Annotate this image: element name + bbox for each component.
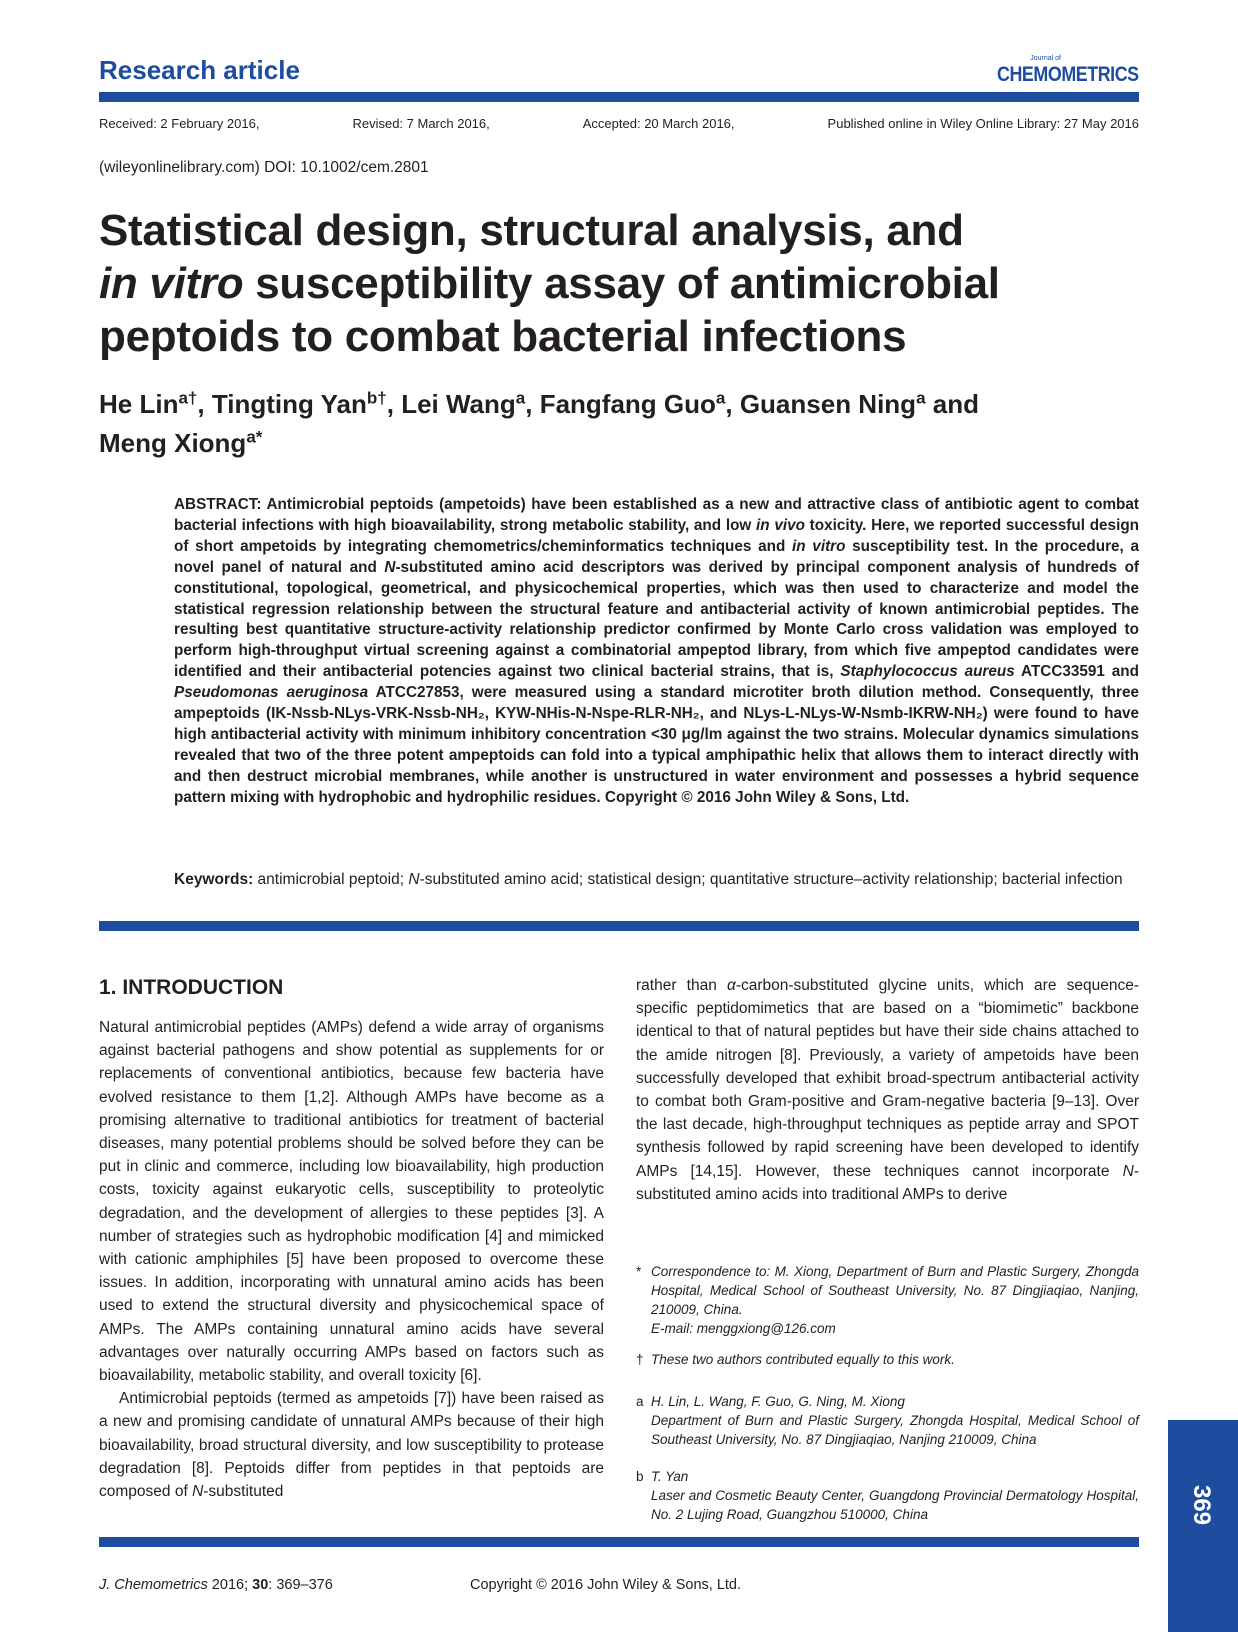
- author-affil-mark: a: [515, 388, 526, 407]
- footnote-mark: *: [636, 1264, 642, 1279]
- abstract-text: -substituted amino acid descriptors was derived by principal component analysis of hundreds of constitutional, topological, geometrical, and physicochemical properties, which was then used to characterize and model the statistical regression relationship between the structural feature and antibacterial activity of known antimicrobial peptides. The resulting best quantitative structure-activity relationship predictor confirmed by Monte Carlo cross validation was employed to perform high-throughput virtual screening against a combinatorial ampeptod library, from which five ampeptod candidates were identified and their antibacterial potencies against two clinical bacterial strains, that is,: [174, 558, 1140, 681]
- title-line-2-rest: susceptibility assay of antimicrobial: [243, 259, 1000, 308]
- author-affil-mark: b†: [366, 388, 387, 407]
- author-name: Tingting Yan: [211, 388, 367, 419]
- abstract-text: ATCC33591 and: [1014, 663, 1139, 681]
- revised-date: Revised: 7 March 2016,: [352, 116, 490, 131]
- author: [740, 389, 979, 419]
- author: [540, 389, 740, 419]
- author: [99, 389, 212, 419]
- author-affil-mark: a*: [246, 427, 263, 447]
- keywords: [174, 869, 1139, 890]
- abstract-italic: in vitro: [792, 537, 846, 555]
- accepted-date: Accepted: 20 March 2016,: [582, 116, 735, 131]
- author-affil-mark: a†: [178, 388, 198, 407]
- title-line-3: peptoids to combat bacterial infections: [99, 312, 907, 361]
- article-type-label: Research article: [99, 55, 300, 85]
- footer-rule: [99, 1537, 1139, 1547]
- right-column: [636, 974, 1139, 1206]
- footer-volume: 30: [252, 1577, 269, 1593]
- footnote-equal-contribution: [636, 1350, 1139, 1369]
- abstract-italic: in vivo: [756, 516, 805, 534]
- keywords-text: antimicrobial peptoid;: [253, 871, 409, 888]
- left-column: [99, 1016, 604, 1503]
- intro-paragraph-1: Natural antimicrobial peptides (AMPs) defend a wide array of organisms against bacterial pathogens and show potential as supplements for or replacements of conventional antibiotics, because few bacteria have evolved resistance to them [1,2]. Although AMPs have become as a promising alternative to traditional antibiotics for treatment of bacterial diseases, many potential problems should be solved before they can be put in clinic and commerce, including low bioavailability, high production costs, toxicity against eukaryotic cells, susceptibility to proteolytic degradation, and the development of allergies to these peptides [3]. A number of strategies such as hydrophobic modification [4] and mimicked with cationic amphiphiles [5] have been proposed to overcome these issues. In addition, incorporating with unnatural amino acids has been used to extend the structural diversity and physicochemical space of AMPs. The AMPs containing unnatural amino acids have several advantages over naturally occurring AMPs based on factors such as bioavailability, metabolic stability, and overall toxicity [6].: [99, 1019, 604, 1385]
- footer-pages: : 369–376: [268, 1577, 333, 1593]
- equal-contribution-text: These two authors contributed equally to this work.: [651, 1352, 955, 1367]
- paragraph-text: -carbon-substituted glycine units, which are sequence-specific peptidomimetics that are based on a “biomimetic” backbone identical to that of natural peptides but have their side chains attached to the amide nitrogen [8]. Previously, a variety of ampetoids have been successfully developed that exhibit broad-spectrum antibacterial activity to combat both Gram-positive and Gram-negative bacteria [9–13]. Over the last decade, high-throughput techniques as peptide array and SPOT synthesis followed by rapid screening have been developed to identify AMPs [14,15]. However, these techniques cannot incorporate: [636, 977, 1139, 1180]
- author: [212, 389, 401, 419]
- author-name: He Lin: [99, 388, 179, 419]
- abstract-text: toxicity. Here, we reported successful design of short ampetoids by integrating chemometrics/cheminformatics techniques and: [174, 516, 1140, 555]
- footer-copyright: Copyright © 2016 John Wiley & Sons, Ltd.: [470, 1577, 742, 1593]
- correspondence-email[interactable]: E-mail: menggxiong@126.com: [651, 1321, 836, 1336]
- footnote-mark: b: [636, 1469, 644, 1484]
- author-separator: and: [925, 388, 979, 419]
- author-separator: ,: [525, 388, 540, 419]
- abstract: [174, 495, 1139, 809]
- journal-logo-name: CHEMOMETRICS: [997, 63, 1139, 86]
- author: [99, 428, 262, 458]
- author-name: Meng Xiong: [99, 428, 247, 459]
- paragraph-text: rather than: [636, 977, 727, 994]
- author-separator: ,: [386, 388, 402, 419]
- footnote-mark: †: [636, 1352, 644, 1367]
- affiliation-a-authors: H. Lin, L. Wang, F. Guo, G. Ning, M. Xiong: [651, 1394, 905, 1409]
- title-line-2: [99, 257, 1149, 310]
- paragraph-text: -substituted: [203, 1483, 284, 1501]
- alpha-symbol: α: [726, 977, 736, 994]
- keywords-text: -substituted amino acid; statistical design; quantitative structure–activity relationship; bacterial infection: [419, 871, 1123, 888]
- affiliation-b-authors: T. Yan: [651, 1469, 689, 1484]
- page-number: [1176, 1475, 1226, 1535]
- abstract-italic: Staphylococcus aureus: [840, 663, 1015, 681]
- article-title: [99, 204, 1149, 363]
- page-number-text: 369: [1187, 1484, 1215, 1526]
- paragraph-italic: N: [1122, 1162, 1134, 1180]
- title-line-1: Statistical design, structural analysis, and: [99, 206, 964, 255]
- header-rule: [99, 92, 1139, 102]
- abstract-text: susceptibility test. In the procedure, a novel panel of natural and: [174, 537, 1139, 576]
- author-name: Fangfang Guo: [539, 388, 716, 419]
- affiliation-a-address: Department of Burn and Plastic Surgery, Zhongda Hospital, Medical School of Southeast University, No. 87 Dingjiaqiao, Nanjing 210009, China: [651, 1413, 1139, 1447]
- received-date: Received: 2 February 2016,: [99, 116, 260, 131]
- paragraph-text: Antimicrobial peptoids (termed as ampetoids [7]) have been raised as a new and promising candidate of unnatural AMPs because of their high bioavailability, broad structural diversity, and low susceptibility to protease degradation [8]. Peptoids differ from peptides in that peptoids are composed of: [99, 1390, 604, 1501]
- abstract-text: ATCC27853, were measured using a standard microtiter broth dilution method. Consequently, three ampeptoids (IK-Nssb-NLys-VRK-Nssb-NH₂, KYW-NHis-N-Nspe-RLR-NH₂, and NLys-L-NLys-W-Nsmb-IKRW-NH₂) were found to have high antibacterial activity with minimum inhibitory concentration <30 μg/lm against the two strains. Molecular dynamics simulations revealed that two of the three potent ampeptoids can fold into a typical amphipathic helix that allows them to interact directly with and then destruct microbial membranes, while another is unstructured in water environment and possesses a hybrid sequence pattern mixing with hydrophobic and hydrophilic residues. Copyright © 2016 John Wiley & Sons, Ltd.: [174, 684, 1139, 806]
- doi-line: (wileyonlinelibrary.com) DOI: 10.1002/cem.2801: [99, 159, 429, 176]
- author-separator: ,: [725, 388, 740, 419]
- footnote-mark: a: [636, 1394, 644, 1409]
- affiliation-b-address: Laser and Cosmetic Beauty Center, Guangdong Provincial Dermatology Hospital, No. 2 Lujing Road, Guangzhou 510000, China: [651, 1488, 1139, 1522]
- abstract-text: ABSTRACT: Antimicrobial peptoids (ampetoids) have been established as a new and attractive class of antibiotic agent to combat bacterial infections with high bioavailability, strong metabolic stability, and low: [174, 496, 1139, 534]
- footnote-affiliation-a: [636, 1392, 1139, 1449]
- author-separator: ,: [197, 388, 212, 419]
- correspondence-text: Correspondence to: M. Xiong, Department of Burn and Plastic Surgery, Zhongda Hospital, Medical School of Southeast University, No. 87 Dingjiaqiao, Nanjing, 210009, China.: [651, 1264, 1139, 1317]
- section-heading: 1. INTRODUCTION: [99, 976, 284, 999]
- keywords-label: Keywords:: [174, 871, 254, 888]
- paragraph-text: -substituted amino acids into traditional AMPs to derive: [636, 1162, 1139, 1203]
- abstract-italic: N: [384, 558, 396, 576]
- section-rule: [99, 921, 1139, 931]
- title-italic: in vitro: [99, 259, 244, 308]
- footnote-correspondence: [636, 1262, 1139, 1338]
- history-dates: [99, 116, 1139, 131]
- author-list: [99, 381, 1159, 460]
- intro-paragraph-2: [99, 1387, 604, 1503]
- author: [401, 389, 540, 419]
- published-date: Published online in Wiley Online Library: 27 May 2016: [827, 116, 1139, 131]
- footer-citation: [99, 1577, 333, 1593]
- author-affil-mark: a: [916, 388, 926, 407]
- abstract-italic: Pseudomonas aeruginosa: [174, 684, 369, 702]
- footer-year: 2016;: [207, 1577, 253, 1593]
- author-affil-mark: a: [715, 388, 726, 407]
- keywords-italic: N: [408, 871, 420, 888]
- journal-logo: [972, 55, 1139, 87]
- author-name: Guansen Ning: [739, 388, 917, 419]
- footnote-affiliation-b: [636, 1467, 1139, 1524]
- author-name: Lei Wang: [401, 388, 516, 419]
- journal-logo-prefix: Journal of: [1030, 55, 1061, 62]
- paragraph-italic: N: [192, 1483, 204, 1501]
- footer-journal: J. Chemometrics: [99, 1577, 208, 1593]
